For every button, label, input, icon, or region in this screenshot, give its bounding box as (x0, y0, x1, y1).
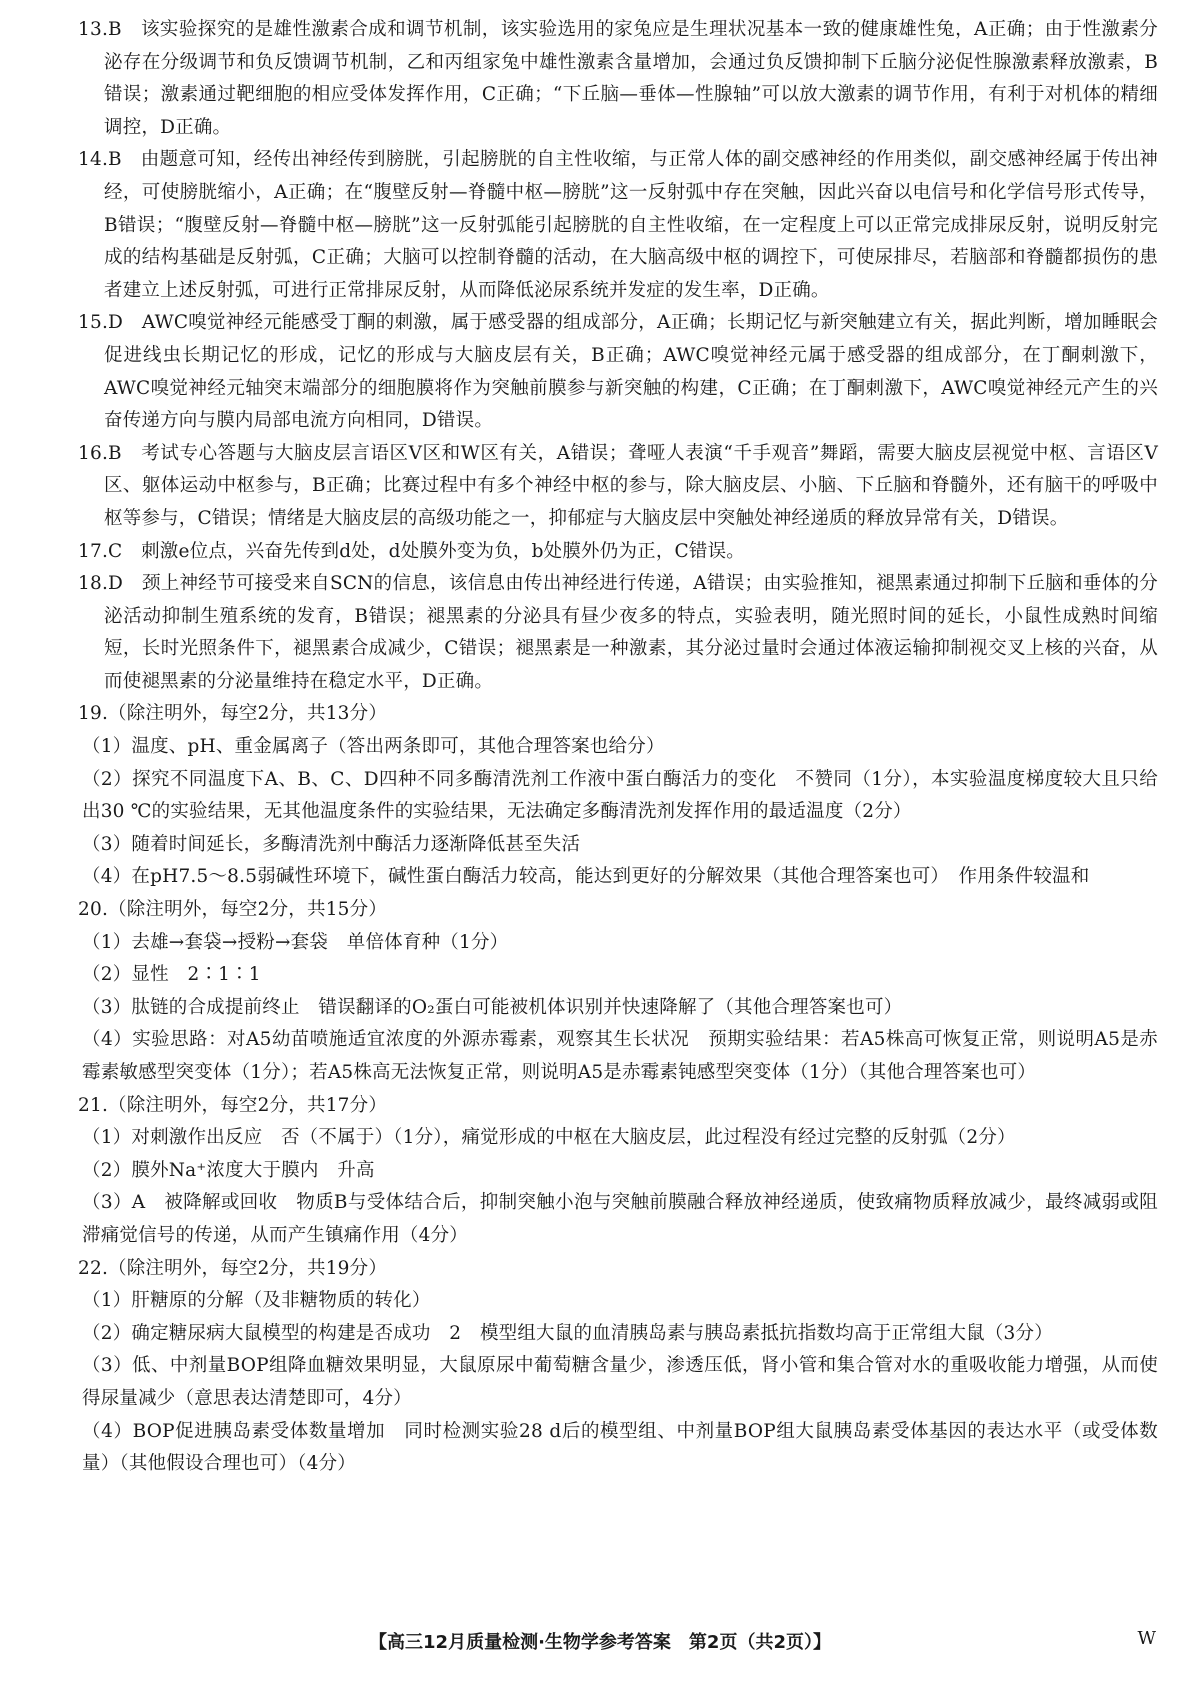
question-21-part-1: （1）对刺激作出反应 否（不属于）（1分），痛觉形成的中枢在大脑皮层，此过程没有经过完整的反射弧（2分） (82, 1127, 1016, 1149)
footer-title: 【高三12月质量检测·生物学参考答案 第2页（共2页）】 (369, 1632, 831, 1653)
question-19-heading: 19.（除注明外，每空2分，共13分） (78, 703, 388, 725)
question-22-part-3: （3）低、中剂量BOP组降血糖效果明显，大鼠原尿中葡萄糖含量少，渗透压低，肾小管和集合管对水的重吸收能力增强，从而使得尿量减少（意思表达清楚即可，4分） (82, 1355, 1158, 1409)
question-22-heading: 22.（除注明外，每空2分，共19分） (78, 1257, 388, 1279)
question-20-part-3: （3）肽链的合成提前终止 错误翻译的O₂蛋白可能被机体识别并快速降解了（其他合理答案也可） (82, 996, 903, 1018)
question-22-part-1: （1）肝糖原的分解（及非糖物质的转化） (82, 1290, 431, 1312)
answer-13: 13.B 该实验探究的是雄性激素合成和调节机制，该实验选用的家兔应是生理状况基本一致的健康雄性兔，A正确；由于性激素分泌存在分级调节和负反馈调节机制，乙和丙组家兔中雄性激素含量增加，会通过负反馈抑制下丘脑分泌促性腺激素释放激素，B错误；激素通过靶细胞的相应受体发挥作用，C正确；“下丘脑—垂体—性腺轴”可以放大激素的调节作用，有利于对机体的精细调控，D正确。 (78, 19, 1158, 138)
question-21-heading: 21.（除注明外，每空2分，共17分） (78, 1094, 388, 1116)
answer-17: 17.C 刺激e位点，兴奋先传到d处，d处膜外变为负，b处膜外仍为正，C错误。 (78, 540, 746, 562)
question-21-part-2: （2）膜外Na⁺浓度大于膜内 升高 (82, 1159, 375, 1181)
question-20-part-1: （1）去雄→套袋→授粉→套袋 单倍体育种（1分） (82, 931, 509, 953)
footer-code: W (1137, 1628, 1156, 1649)
question-20-part-4: （4）实验思路：对A5幼苗喷施适宜浓度的外源赤霉素，观察其生长状况 预期实验结果：若A5株高可恢复正常，则说明A5是赤霉素敏感型突变体（1分）；若A5株高无法恢复正常，则说明A5是赤霉素钝感型突变体（1分）（其他合理答案也可） (82, 1029, 1158, 1083)
answer-15: 15.D AWC嗅觉神经元能感受丁酮的刺激，属于感受器的组成部分，A正确；长期记忆与新突触建立有关，据此判断，增加睡眠会促进线虫长期记忆的形成，记忆的形成与大脑皮层有关，B正确；AWC嗅觉神经元属于感受器的组成部分，在丁酮刺激下，AWC嗅觉神经元轴突末端部分的细胞膜将作为突触前膜参与新突触的构建，C正确；在丁酮刺激下，AWC嗅觉神经元产生的兴奋传递方向与膜内局部电流方向相同，D错误。 (78, 312, 1158, 432)
question-19-part-4: （4）在pH7.5～8.5弱碱性环境下，碱性蛋白酶活力较高，能达到更好的分解效果（其他合理答案也可） 作用条件较温和 (82, 866, 1090, 888)
question-21-part-3: （3）A 被降解或回收 物质B与受体结合后，抑制突触小泡与突触前膜融合释放神经递质，使致痛物质释放减少，最终减弱或阻滞痛觉信号的传递，从而产生镇痛作用（4分） (82, 1192, 1158, 1246)
question-19-part-2: （2）探究不同温度下A、B、C、D四种不同多酶清洗剂工作液中蛋白酶活力的变化 不赞同（1分），本实验温度梯度较大且只给出30 ℃的实验结果，无其他温度条件的实验结果，无法确定多酶清洗剂发挥作用的最适温度（2分） (82, 768, 1158, 823)
question-22-part-2: （2）确定糖尿病大鼠模型的构建是否成功 2 模型组大鼠的血清胰岛素与胰岛素抵抗指数均高于正常组大鼠（3分） (82, 1322, 1053, 1344)
answer-document (78, 14, 1158, 1481)
question-22-part-4: （4）BOP促进胰岛素受体数量增加 同时检测实验28 d后的模型组、中剂量BOP组大鼠胰岛素受体基因的表达水平（或受体数量）（其他假设合理也可）（4分） (82, 1420, 1158, 1475)
answer-18: 18.D 颈上神经节可接受来自SCN的信息，该信息由传出神经进行传递，A错误；由实验推知，褪黑素通过抑制下丘脑和垂体的分泌活动抑制生殖系统的发育，B错误；褪黑素的分泌具有昼少夜多的特点，实验表明，随光照时间的延长，小鼠性成熟时间缩短，长时光照条件下，褪黑素合成减少，C错误；褪黑素是一种激素，其分泌过量时会通过体液运输抑制视交叉上核的兴奋，从而使褪黑素的分泌量维持在稳定水平，D正确。 (78, 573, 1158, 692)
question-20-heading: 20.（除注明外，每空2分，共15分） (78, 899, 388, 921)
question-19-part-1: （1）温度、pH、重金属离子（答出两条即可，其他合理答案也给分） (82, 736, 665, 758)
answer-14: 14.B 由题意可知，经传出神经传到膀胱，引起膀胱的自主性收缩，与正常人体的副交感神经的作用类似，副交感神经属于传出神经，可使膀胱缩小，A正确；在“腹壁反射—脊髓中枢—膀胱”这一反射弧中存在突触，因此兴奋以电信号和化学信号形式传导，B错误；“腹壁反射—脊髓中枢—膀胱”这一反射弧能引起膀胱的自主性收缩，在一定程度上可以正常完成排尿反射，说明反射完成的结构基础是反射弧，C正确；大脑可以控制脊髓的活动，在大脑高级中枢的调控下，可使尿排尽，若脑部和脊髓都损伤的患者建立上述反射弧，可进行正常排尿反射，从而降低泌尿系统并发症的发生率，D正确。 (78, 149, 1158, 301)
page-footer (0, 1622, 1200, 1662)
question-19-part-3: （3）随着时间延长，多酶清洗剂中酶活力逐渐降低甚至失活 (82, 833, 581, 855)
question-20-part-2: （2）显性 2∶1∶1 (82, 964, 261, 986)
answer-16: 16.B 考试专心答题与大脑皮层言语区Ⅴ区和W区有关，A错误；聋哑人表演“千手观音”舞蹈，需要大脑皮层视觉中枢、言语区Ⅴ区、躯体运动中枢参与，B正确；比赛过程中有多个神经中枢的参与，除大脑皮层、小脑、下丘脑和脊髓外，还有脑干的呼吸中枢等参与，C错误；情绪是大脑皮层的高级功能之一，抑郁症与大脑皮层中突触处神经递质的释放异常有关，D错误。 (78, 442, 1158, 529)
